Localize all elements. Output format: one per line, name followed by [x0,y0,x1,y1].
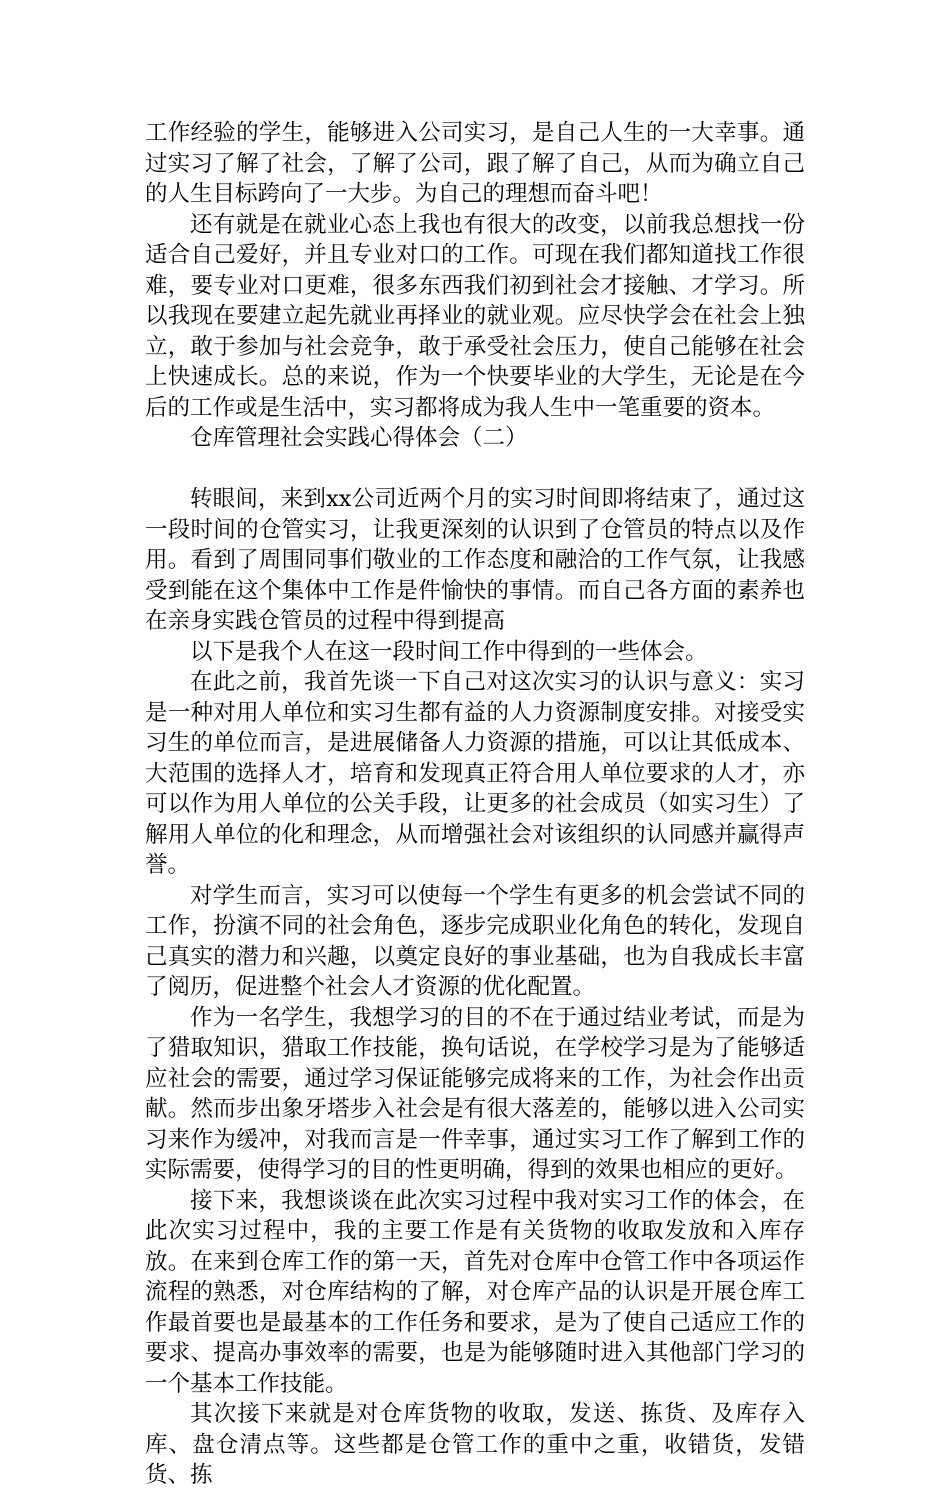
paragraph-internship-meaning: 在此之前，我首先谈一下自己对这次实习的认识与意义：实习是一种对用人单位和实习生都有益的人力资源制度安排。对接受实习生的单位而言，是进展储备人力资源的措施，可以让其低成本、大范围的选择人才，培育和发现真正符合用人单位要求的人才，亦可以作为用人单位的公关手段，让更多的社会成员（如实习生）了解用人单位的化和理念，从而增强社会对该组织的认同感并赢得声誉。 [145,669,805,878]
paragraph-work-experience: 接下来，我想谈谈在此次实习过程中我对实习工作的体会，在此次实习过程中，我的主要工作是有关货物的收取发放和入库存放。在来到仓库工作的第一天，首先对仓库中仓管工作中各项运作流程的熟悉，对仓库结构的了解，对仓库产品的认识是开展仓库工作最首要也是最基本的工作任务和要求，是为了使自己适应工作的要求、提高办事效率的需要，也是为能够随时进入其他部门学习的一个基本工作技能。 [145,1187,805,1397]
paragraph-intro: 转眼间，来到xx公司近两个月的实习时间即将结束了，通过这一段时间的仓管实习，让我更深刻的认识到了仓管员的特点以及作用。看到了周围同事们敬业的工作态度和融洽的工作气氛，让我感受到能在这个集体中工作是件愉快的事情。而自己各方面的素养也在亲身实践仓管员的过程中得到提高 [145,486,805,634]
blank-line [145,454,805,485]
section-heading: 仓库管理社会实践心得体会（二） [190,425,528,451]
paragraph-learning-purpose: 作为一名学生，我想学习的目的不在于通过结业考试，而是为了猎取知识，猎取工作技能，换句话说，在学校学习是为了能够适应社会的需要，通过学习保证能够完成将来的工作，为社会作出贡献。然而步出象牙塔步入社会是有很大落差的，能够以进入公司实习来作为缓冲，对我而言是一件幸事，通过实习工作了解到工作的实际需要，使得学习的目的性更明确，得到的效果也相应的更好。 [145,1004,805,1183]
paragraph-continuation: 工作经验的学生，能够进入公司实习，是自己人生的一大幸事。通过实习了解了社会，了解了公司，跟了解了自己，从而为确立自己的人生目标跨向了一大步。为自己的理想而奋斗吧！ [145,120,805,207]
paragraph-student-perspective: 对学生而言，实习可以使每一个学生有更多的机会尝试不同的工作，扮演不同的社会角色，逐步完成职业化角色的转化，发现自己真实的潜力和兴趣，以奠定良好的事业基础，也为自我成长丰富了阅历，促进整个社会人才资源的优化配置。 [145,882,805,1000]
paragraph-summary-lead: 以下是我个人在这一段时间工作中得到的一些体会。 [190,638,708,665]
document-page [145,118,805,1491]
paragraph-goods-handling: 其次接下来就是对仓库货物的收取，发送、拣货、及库存入库、盘仓清点等。这些都是仓管工作的重中之重，收错货，发错货、拣 [145,1401,805,1488]
paragraph-employment-mindset: 还有就是在就业心态上我也有很大的改变，以前我总想找一份适合自己爱好，并且专业对口的工作。可现在我们都知道找工作很难，要专业对口更难，很多东西我们初到社会才接触、才学习。所以我现在要建立起先就业再择业的就业观。应尽快学会在社会上独立，敢于参加与社会竞争，敢于承受社会压力，使自己能够在社会上快速成长。总的来说，作为一个快要毕业的大学生，无论是在今后的工作或是生活中，实习都将成为我人生中一笔重要的资本。 [145,211,805,421]
